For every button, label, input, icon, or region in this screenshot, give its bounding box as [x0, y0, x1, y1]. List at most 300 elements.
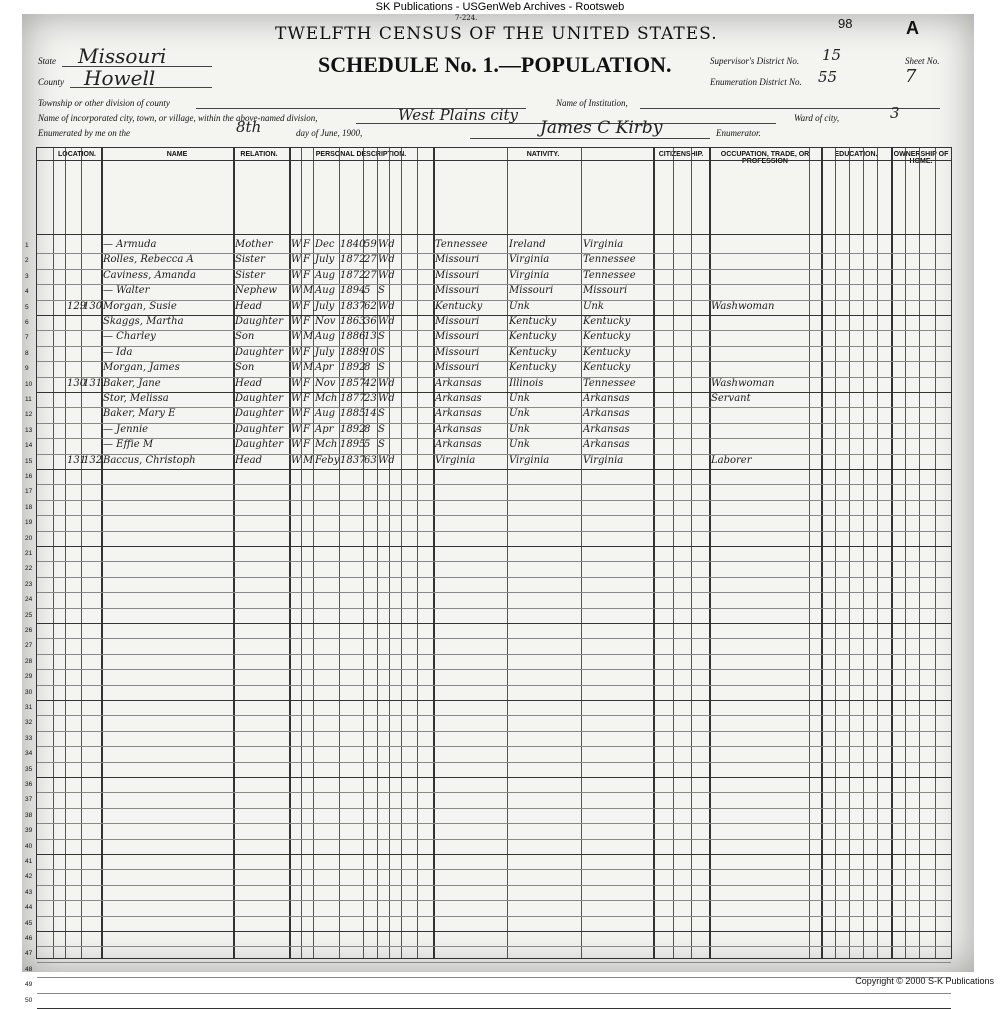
row-number: 30 [25, 688, 33, 696]
cell-mo: Mch [315, 439, 338, 451]
cell-occ: Laborer [711, 454, 752, 466]
cell-col: W [291, 454, 302, 466]
cell-mo: Aug [315, 285, 336, 297]
cell-birth: Arkansas [435, 377, 482, 389]
row-number: 5 [25, 303, 29, 311]
cell-name: — Ida [103, 346, 133, 358]
cell-mo: Mch [315, 393, 338, 404]
cell-col: W [291, 331, 302, 343]
cell-birth: Missouri [435, 346, 480, 358]
cell-fam: 131 [83, 377, 103, 389]
enumerator-label: Enumerator. [716, 128, 761, 138]
row-number: 19 [25, 519, 33, 527]
cell-sex: F [303, 300, 310, 312]
cell-rel: Head [235, 377, 263, 389]
cell-name: Rolles, Rebecca A [103, 254, 194, 266]
cell-name: Caviness, Amanda [103, 269, 196, 281]
cell-yr: 1872 [340, 254, 366, 266]
row-number: 23 [25, 580, 33, 588]
row-divider [37, 546, 951, 547]
row-divider [37, 977, 951, 978]
row-number: 34 [25, 750, 33, 758]
row-number: 48 [25, 965, 33, 973]
enum-day-value: 8th [236, 118, 262, 136]
county-value: Howell [84, 66, 156, 90]
schedule-title: SCHEDULE No. 1.—POPULATION. [318, 52, 672, 77]
row-divider [37, 993, 951, 994]
cell-rel: Sister [235, 269, 265, 281]
cell-col: W [291, 423, 302, 435]
cell-mbirth: Virginia [583, 454, 624, 466]
group-name: NAME [166, 151, 188, 158]
cell-mo: Apr [315, 423, 334, 435]
cell-sex: M [303, 454, 314, 466]
state-label: State [38, 56, 56, 66]
cell-mo: Dec [315, 239, 335, 250]
row-number: 43 [25, 888, 33, 896]
enum-district-value: 55 [818, 68, 838, 86]
cell-yr: 1837 [340, 300, 366, 312]
cell-mbirth: Arkansas [583, 408, 630, 420]
cell-mbirth: Unk [583, 300, 604, 312]
row-number: 18 [25, 503, 33, 511]
cell-occ: Servant [711, 393, 751, 404]
cell-col: W [291, 346, 302, 358]
cell-sex: F [303, 377, 310, 389]
row-number: 47 [25, 950, 33, 958]
row-number: 16 [25, 473, 33, 480]
cell-yr: 1877 [340, 393, 366, 404]
enumerator-value: James C Kirby [540, 118, 663, 138]
cell-yr: 1892 [340, 362, 366, 374]
cell-age: 62 [364, 300, 377, 312]
row-number: 20 [25, 534, 33, 542]
cell-name: — Walter [103, 285, 150, 297]
cell-sex: F [303, 316, 310, 327]
cell-mbirth: Kentucky [583, 316, 631, 327]
row-number: 42 [25, 873, 33, 881]
cell-age: 63 [364, 454, 377, 466]
cell-rel: Head [235, 454, 263, 466]
enum-district-label: Enumeration District No. [710, 77, 802, 87]
cell-mbirth: Virginia [583, 239, 624, 250]
cell-rel: Daughter [235, 423, 283, 435]
row-number: 15 [25, 457, 33, 465]
institution-label: Name of Institution, [556, 98, 628, 108]
cell-mar: Wd [378, 239, 395, 250]
cell-col: W [291, 300, 302, 312]
row-number: 38 [25, 811, 33, 819]
city-label: Name of incorporated city, town, or village, within the above-named division, [38, 113, 318, 123]
enum-month-label: day of June, 1900, [296, 128, 363, 138]
cell-birth: Arkansas [435, 393, 482, 404]
cell-rel: Son [235, 362, 255, 374]
cell-col: W [291, 254, 302, 266]
sheet-value: 7 [905, 66, 917, 87]
group-citizenship: CITIZENSHIP. [658, 151, 704, 158]
cell-sex: F [303, 239, 310, 250]
cell-mo: Feby [315, 454, 340, 466]
cell-mbirth: Tennessee [583, 254, 636, 266]
cell-yr: 1889 [340, 346, 366, 358]
city-value: West Plains city [398, 106, 519, 124]
cell-col: W [291, 377, 302, 389]
row-divider [37, 746, 951, 747]
cell-name: Baker, Jane [103, 377, 161, 389]
row-divider [37, 854, 951, 855]
cell-birth: Tennessee [435, 239, 488, 250]
cell-sex: F [303, 439, 310, 451]
row-number: 35 [25, 765, 33, 773]
cell-sex: M [303, 331, 314, 343]
cell-name: Stor, Melissa [103, 393, 169, 404]
cell-yr: 1840 [340, 239, 366, 250]
cell-fbirth: Kentucky [509, 362, 557, 374]
cell-rel: Daughter [235, 439, 283, 451]
cell-name: Morgan, Susie [103, 300, 177, 312]
cell-birth: Arkansas [435, 439, 482, 451]
cell-name: Skaggs, Martha [103, 316, 184, 327]
cell-mo: Nov [315, 377, 336, 389]
row-number: 8 [25, 349, 29, 357]
group-education: EDUCATION. [834, 151, 878, 158]
row-divider [37, 515, 951, 516]
cell-age: 5 [364, 439, 371, 451]
cell-dw: 131 [67, 454, 87, 466]
ward-value: 3 [890, 104, 900, 122]
row-divider [37, 700, 951, 701]
cell-mbirth: Tennessee [583, 377, 636, 389]
cell-col: W [291, 439, 302, 451]
cell-sex: F [303, 393, 310, 404]
row-divider [37, 669, 951, 670]
cell-age: 10 [364, 346, 377, 358]
cell-rel: Mother [235, 239, 273, 250]
cell-fbirth: Unk [509, 300, 530, 312]
cell-sex: M [303, 285, 314, 297]
row-number: 41 [25, 858, 33, 865]
copyright-notice: Copyright © 2000 S-K Publications [855, 976, 994, 986]
cell-mar: S [378, 423, 385, 435]
row-number: 39 [25, 827, 33, 835]
group-ownership: OWNERSHIP OF HOME. [893, 151, 949, 165]
row-divider [37, 623, 951, 624]
cell-mo: July [315, 254, 335, 266]
row-number: 14 [25, 442, 33, 450]
cell-age: 8 [364, 362, 371, 374]
row-divider [37, 931, 951, 932]
row-number: 10 [25, 380, 33, 388]
cell-mar: S [378, 408, 385, 420]
cell-age: 59 [364, 239, 377, 250]
row-divider [37, 839, 951, 840]
row-number: 21 [25, 550, 33, 557]
cell-mar: S [378, 331, 385, 343]
row-divider [37, 808, 951, 809]
row-divider [37, 900, 951, 901]
cell-birth: Kentucky [435, 300, 483, 312]
row-number: 17 [25, 488, 33, 496]
cell-rel: Nephew [235, 285, 277, 297]
cell-age: 14 [364, 408, 377, 420]
cell-mar: S [378, 362, 385, 374]
cell-sex: M [303, 362, 314, 374]
cell-rel: Daughter [235, 393, 283, 404]
cell-yr: 1894 [340, 285, 366, 297]
row-number: 3 [25, 272, 29, 280]
cell-age: 13 [364, 331, 377, 343]
row-divider [37, 762, 951, 763]
census-title: TWELFTH CENSUS OF THE UNITED STATES. [275, 24, 718, 44]
cell-age: 36 [364, 316, 377, 327]
archive-banner: SK Publications - USGenWeb Archives - Rootsweb [375, 1, 625, 13]
row-number: 49 [25, 981, 33, 989]
cell-yr: 1837 [340, 454, 366, 466]
group-location: LOCATION. [58, 151, 96, 158]
cell-mbirth: Kentucky [583, 346, 631, 358]
cell-birth: Missouri [435, 254, 480, 266]
row-divider [37, 715, 951, 716]
cell-fbirth: Virginia [509, 269, 550, 281]
row-number: 6 [25, 319, 29, 326]
cell-birth: Missouri [435, 331, 480, 343]
row-number: 1 [25, 242, 29, 249]
cell-fam: 132 [83, 454, 103, 466]
cell-yr: 1895 [340, 439, 366, 451]
row-divider [37, 592, 951, 593]
group-occupation: OCCUPATION, TRADE, OR PROFESSION [720, 151, 810, 165]
row-number: 9 [25, 365, 29, 373]
cell-name: — Charley [103, 331, 156, 343]
row-divider [37, 869, 951, 870]
row-divider [37, 500, 951, 501]
row-number: 37 [25, 796, 33, 804]
row-divider [37, 654, 951, 655]
cell-rel: Sister [235, 254, 265, 266]
row-divider [37, 685, 951, 686]
row-number: 45 [25, 919, 33, 927]
row-number: 44 [25, 904, 33, 912]
cell-occ: Washwoman [711, 377, 775, 389]
cell-fbirth: Kentucky [509, 316, 557, 327]
page-letter: A [906, 18, 919, 38]
cell-mar: S [378, 285, 385, 297]
cell-mbirth: Arkansas [583, 423, 630, 435]
row-number: 4 [25, 288, 29, 296]
form-number: 7-224. [455, 14, 478, 22]
row-divider [37, 792, 951, 793]
cell-name: Baccus, Christoph [103, 454, 196, 466]
row-divider [37, 885, 951, 886]
cell-mar: S [378, 346, 385, 358]
row-divider [37, 608, 951, 609]
cell-fbirth: Kentucky [509, 331, 557, 343]
cell-fam: 130 [83, 300, 103, 312]
cell-name: — Jennie [103, 423, 149, 435]
cell-mo: Apr [315, 362, 334, 374]
cell-occ: Washwoman [711, 300, 775, 312]
row-divider [37, 823, 951, 824]
cell-mar: Wd [378, 300, 395, 312]
cell-mo: July [315, 300, 335, 312]
cell-age: 8 [364, 423, 371, 435]
cell-sex: F [303, 346, 310, 358]
row-divider [37, 962, 951, 963]
cell-yr: 1872 [340, 269, 366, 281]
cell-mar: Wd [378, 316, 395, 327]
township-label: Township or other division of county [38, 98, 170, 108]
cell-mbirth: Tennessee [583, 269, 636, 281]
cell-dw: 130 [67, 377, 87, 389]
cell-sex: F [303, 408, 310, 420]
row-number: 27 [25, 642, 33, 650]
page-number: 98 [838, 16, 853, 31]
row-number: 11 [25, 396, 32, 403]
enumerated-label: Enumerated by me on the [38, 128, 130, 138]
row-number: 32 [25, 719, 33, 727]
cell-fbirth: Kentucky [509, 346, 557, 358]
row-number: 26 [25, 627, 33, 634]
cell-col: W [291, 239, 302, 250]
cell-dw: 129 [67, 300, 87, 312]
cell-rel: Daughter [235, 346, 283, 358]
row-divider [37, 638, 951, 639]
row-number: 7 [25, 334, 29, 342]
cell-mo: July [315, 346, 335, 358]
cell-mbirth: Arkansas [583, 393, 630, 404]
cell-birth: Missouri [435, 285, 480, 297]
cell-fbirth: Unk [509, 423, 530, 435]
cell-age: 23 [364, 393, 377, 404]
cell-mo: Nov [315, 316, 336, 327]
cell-mo: Aug [315, 331, 336, 343]
cell-fbirth: Unk [509, 439, 530, 451]
cell-col: W [291, 408, 302, 420]
cell-fbirth: Missouri [509, 285, 554, 297]
cell-fbirth: Virginia [509, 254, 550, 266]
sheet-label: Sheet No. [905, 56, 940, 66]
cell-age: 27 [364, 269, 377, 281]
row-number: 2 [25, 257, 29, 265]
row-number: 29 [25, 673, 33, 681]
cell-mar: Wd [378, 393, 395, 404]
cell-age: 5 [364, 285, 371, 297]
supervisor-value: 15 [822, 46, 842, 64]
cell-yr: 1886 [340, 331, 366, 343]
cell-mo: Aug [315, 269, 336, 281]
cell-age: 42 [364, 377, 377, 389]
row-divider [37, 916, 951, 917]
county-label: County [38, 77, 64, 87]
row-number: 46 [25, 935, 33, 942]
cell-birth: Arkansas [435, 423, 482, 435]
cell-birth: Missouri [435, 316, 480, 327]
row-number: 33 [25, 734, 33, 742]
cell-fbirth: Unk [509, 393, 530, 404]
row-number: 50 [25, 996, 33, 1004]
row-divider [37, 946, 951, 947]
cell-mar: Wd [378, 454, 395, 466]
cell-age: 27 [364, 254, 377, 266]
cell-col: W [291, 316, 302, 327]
row-number: 31 [25, 704, 33, 711]
cell-mar: S [378, 439, 385, 451]
cell-rel: Daughter [235, 408, 283, 420]
cell-mar: Wd [378, 254, 395, 266]
row-divider [37, 777, 951, 778]
row-number: 12 [25, 411, 33, 419]
cell-name: — Armuda [103, 239, 157, 250]
header-divider [37, 234, 951, 235]
group-nativity: NATIVITY. [526, 151, 560, 158]
cell-mbirth: Kentucky [583, 331, 631, 343]
row-number: 25 [25, 611, 33, 619]
row-divider [37, 731, 951, 732]
cell-yr: 1863 [340, 316, 366, 327]
cell-sex: F [303, 269, 310, 281]
row-number: 40 [25, 842, 33, 850]
cell-rel: Daughter [235, 316, 283, 327]
cell-sex: F [303, 254, 310, 266]
cell-mbirth: Missouri [583, 285, 628, 297]
row-number: 28 [25, 657, 33, 665]
cell-rel: Son [235, 331, 255, 343]
cell-mo: Aug [315, 408, 336, 420]
cell-yr: 1885 [340, 408, 366, 420]
cell-birth: Virginia [435, 454, 476, 466]
group-relation: RELATION. [240, 151, 278, 158]
cell-sex: F [303, 423, 310, 435]
cell-col: W [291, 285, 302, 297]
cell-mbirth: Kentucky [583, 362, 631, 374]
cell-col: W [291, 393, 302, 404]
row-divider [37, 469, 951, 470]
group-personal: PERSONAL DESCRIPTION. [315, 151, 407, 158]
row-divider [37, 531, 951, 532]
cell-fbirth: Illinois [509, 377, 544, 389]
row-divider [37, 577, 951, 578]
enumerator-line [470, 138, 710, 139]
cell-birth: Missouri [435, 269, 480, 281]
state-value: Missouri [78, 44, 167, 68]
supervisor-label: Supervisor's District No. [710, 56, 800, 66]
cell-yr: 1857 [340, 377, 366, 389]
row-number: 13 [25, 426, 33, 434]
row-number: 24 [25, 596, 33, 604]
cell-rel: Head [235, 300, 263, 312]
cell-col: W [291, 362, 302, 374]
cell-mbirth: Arkansas [583, 439, 630, 451]
header-divider [37, 160, 951, 161]
ward-label: Ward of city, [794, 113, 840, 123]
cell-fbirth: Unk [509, 408, 530, 420]
cell-mar: Wd [378, 269, 395, 281]
cell-fbirth: Virginia [509, 454, 550, 466]
cell-birth: Missouri [435, 362, 480, 374]
cell-name: Baker, Mary E [103, 408, 176, 420]
cell-birth: Arkansas [435, 408, 482, 420]
row-number: 22 [25, 565, 33, 573]
cell-name: Morgan, James [103, 362, 180, 374]
cell-yr: 1892 [340, 423, 366, 435]
row-divider [37, 561, 951, 562]
cell-name: — Effie M [103, 439, 154, 451]
cell-col: W [291, 269, 302, 281]
row-divider [37, 484, 951, 485]
cell-mar: Wd [378, 377, 395, 389]
cell-fbirth: Ireland [509, 239, 546, 250]
row-number: 36 [25, 781, 33, 788]
